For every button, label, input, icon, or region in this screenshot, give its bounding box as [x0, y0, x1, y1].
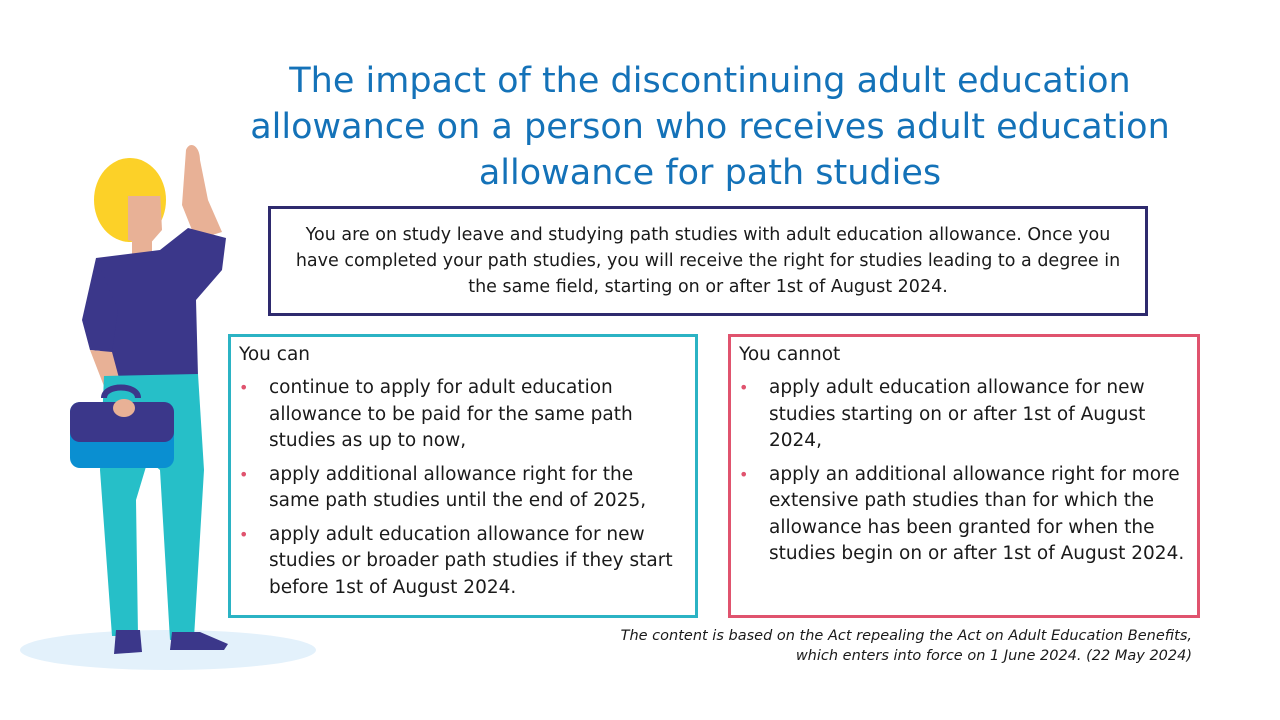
you-cannot-box	[728, 334, 1200, 618]
you-cannot-heading: You cannot	[739, 344, 841, 365]
list-item-text: apply an additional allowance right for more extensive path studies than for which the allowance has been granted for when the studies begin on or after 1st of August 2024.	[769, 463, 1185, 564]
list-item	[239, 462, 685, 515]
you-cannot-list	[739, 375, 1187, 568]
you-can-heading: You can	[239, 344, 311, 365]
list-item-text: apply adult education allowance for new studies or broader path studies if they start before 1st of August 2024.	[269, 523, 673, 598]
footnote	[621, 626, 1192, 666]
list-item-text: continue to apply for adult education allowance to be paid for the same path studies as up to now,	[269, 377, 633, 451]
intro-box	[268, 206, 1148, 316]
list-item-text: apply additional allowance right for the same path studies until the end of 2025,	[269, 463, 647, 511]
intro-text: You are on study leave and studying path studies with adult education allowance. Once you have completed your path studies, you will receive the right for studies leading to a degree in the same field, starting on or after 1st of August 2024.	[295, 225, 1121, 297]
bullet-icon: •	[239, 524, 249, 544]
page-title: The impact of the discontinuing adult education allowance on a person who receives adult education allowance for path studies	[250, 61, 1170, 193]
bullet-icon: •	[739, 464, 749, 484]
you-can-box	[228, 334, 698, 618]
bullet-icon: •	[739, 378, 749, 397]
list-item	[239, 375, 685, 455]
bullet-icon: •	[239, 378, 249, 397]
list-item	[239, 522, 685, 602]
footnote-line-1: The content is based on the Act repealing the Act on Adult Education Benefits,	[620, 628, 1192, 644]
list-item-text: apply adult education allowance for new studies starting on or after 1st of August 2024,	[769, 377, 1146, 451]
list-item	[739, 462, 1187, 568]
bullet-icon: •	[239, 464, 249, 484]
you-can-list	[239, 375, 685, 601]
list-item	[739, 375, 1187, 455]
footnote-line-2: which enters into force on 1 June 2024. (22 May 2024)	[795, 648, 1192, 664]
